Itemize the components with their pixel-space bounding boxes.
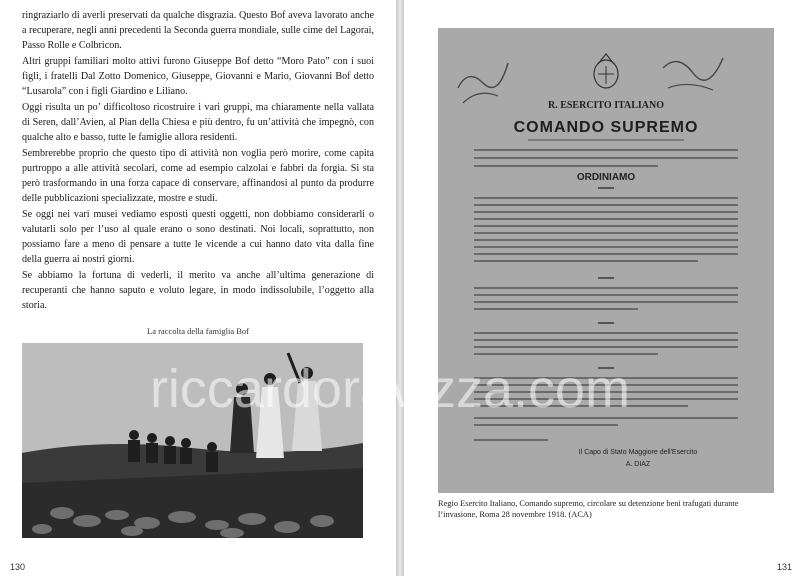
doc-header: R. ESERCITO ITALIANO (547, 100, 665, 111)
doc-section: ORDINIAMO (576, 172, 636, 183)
paragraph: Altri gruppi familiari molto attivi furono Giuseppe Bof detto “Moro Pato” con i suoi figli, i fratelli Dal Zotto Domenico, Giuseppe, Giovanni e Mario, Giovanni Bof detto “Lusarola” con i figli Giardino e Liliano. (22, 56, 374, 97)
photo-caption: La raccolta della famiglia Bof (147, 326, 249, 336)
doc-signature: A. DIAZ (625, 461, 651, 468)
right-page (404, 0, 800, 576)
watermark: riccardoravizza.com (149, 359, 631, 419)
paragraph: Oggi risulta un po’ difficoltoso ricostruire i vari gruppi, ma chiaramente nella vallata di Seren, dall’Avien, al Pian della Chiesa e più dentro, fu un’attività che impegnò, con qualche alto e basso, tutte le famiglie allora residenti. (22, 102, 374, 143)
paragraph: Se abbiamo la fortuna di vederli, il merito va anche all’ultima generazione di recuperanti che hanno saputo e voluto legare, in modo indissolubile, l’oggetto alla storia. (22, 270, 374, 311)
gutter (396, 0, 404, 576)
doc-signature-line: Il Capo di Stato Maggiore dell'Esercito (578, 449, 698, 456)
document-caption: Regio Esercito Italiano, Comando supremo, circolare su detenzione beni trafugati durante l’invasione, Roma 28 novembre 1918. (ACA) (438, 499, 739, 519)
doc-title: COMANDO SUPREMO (513, 119, 699, 136)
family-photo (22, 343, 363, 538)
paragraph: Se oggi nei vari musei vediamo esposti questi oggetti, non dobbiamo considerarli o valutarli solo per l’uso al quale erano o sono destinati. Noi locali, soprattutto, non possiamo fare a meno di pensare a tutte le vicende a cui hanno dato vita dalla fine della guerra ai nostri giorni. (22, 209, 374, 265)
paragraph: ringraziarlo di averli preservati da qualche disgrazia. Questo Bof aveva lavorato anche a recuperare, negli anni precedenti la Seconda guerra mondiale, sulle cime del Lagorai, Passo Rolle e Colbricon. (22, 10, 374, 51)
page-number: 130 (10, 562, 26, 572)
page-number: 131 (776, 562, 792, 572)
left-page (0, 0, 396, 576)
paragraph: Sembrerebbe proprio che questo tipo di attività non voglia però morire, come capita purtroppo a alle attività secolari, come ad esempio calzolai e fabbri da forgia. Si sta però trasformando in una forza capace di conservare, affinandosi al punto da produrre delle pubblicazioni specializzate, mostre e studi. (22, 148, 374, 204)
body-text (22, 8, 374, 314)
archival-document (438, 28, 774, 493)
